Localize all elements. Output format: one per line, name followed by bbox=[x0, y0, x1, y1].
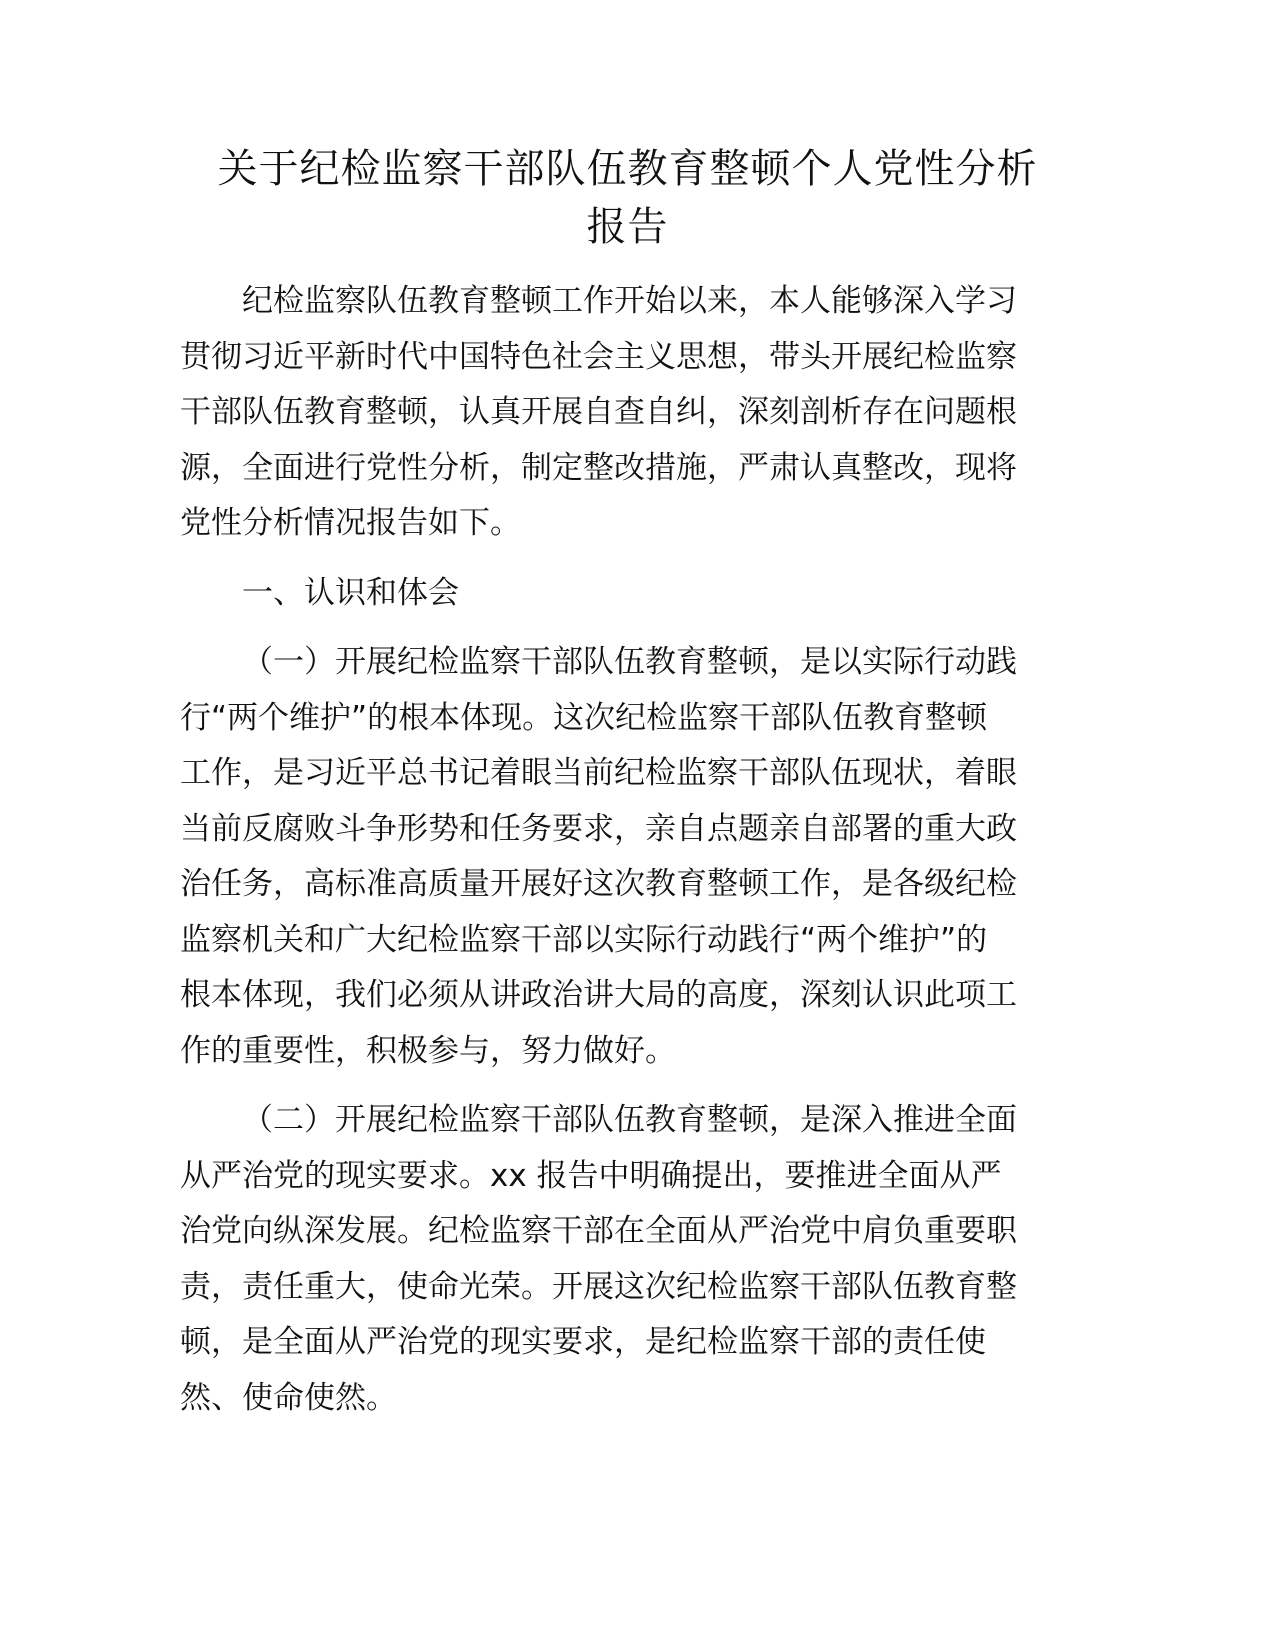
section-heading-text: 一、认识和体会 bbox=[242, 574, 459, 611]
title-line: 关于纪检监察干部队伍教育整顿个人党性分析 bbox=[217, 146, 1038, 192]
paragraph-line: 干部队伍教育整顿，认真开展自查自纠，深刻剖析存在问题根 bbox=[180, 394, 1017, 430]
document-title bbox=[180, 140, 1075, 256]
paragraph-line: 纪检监察队伍教育整顿工作开始以来，本人能够深入学习 bbox=[242, 283, 1017, 319]
paragraph-line: 作的重要性，积极参与，努力做好。 bbox=[180, 1032, 676, 1069]
paragraph-line: 工作，是习近平总书记着眼当前纪检监察干部队伍现状，着眼 bbox=[180, 755, 1017, 791]
paragraph-line: （一）开展纪检监察干部队伍教育整顿，是以实际行动践 bbox=[242, 644, 1017, 680]
paragraph-line: 治党向纵深发展。纪检监察干部在全面从严治党中肩负重要职 bbox=[180, 1213, 1017, 1249]
title-line: 报告 bbox=[586, 204, 669, 250]
paragraph-line: 顿，是全面从严治党的现实要求，是纪检监察干部的责任使 bbox=[180, 1324, 986, 1360]
paragraph-line: 治任务，高标准高质量开展好这次教育整顿工作，是各级纪检 bbox=[180, 866, 1017, 902]
intro-paragraph bbox=[180, 274, 1060, 552]
paragraph-line: 贯彻习近平新时代中国特色社会主义思想，带头开展纪检监察 bbox=[180, 338, 1017, 375]
subsection-1-paragraph bbox=[180, 635, 1060, 1079]
paragraph-line: 责，责任重大，使命光荣。开展这次纪检监察干部队伍教育整 bbox=[180, 1268, 1017, 1305]
paragraph-line: 当前反腐败斗争形势和任务要求，亲自点题亲自部署的重大政 bbox=[180, 810, 1017, 847]
paragraph-line: 行“两个维护”的根本体现。这次纪检监察干部队伍教育整顿 bbox=[180, 699, 988, 736]
document-body bbox=[180, 274, 1060, 1426]
paragraph-line: 党性分析情况报告如下。 bbox=[180, 505, 521, 541]
paragraph-line: 从严治党的现实要求。xx 报告中明确提出，要推进全面从严 bbox=[180, 1157, 1002, 1194]
paragraph-line: （二）开展纪检监察干部队伍教育整顿，是深入推进全面 bbox=[242, 1102, 1017, 1138]
paragraph-line: 然、使命使然。 bbox=[180, 1379, 397, 1416]
paragraph-line: 源，全面进行党性分析，制定整改措施，严肃认真整改，现将 bbox=[180, 449, 1017, 486]
paragraph-line: 监察机关和广大纪检监察干部以实际行动践行“两个维护”的 bbox=[180, 921, 988, 958]
section-heading bbox=[180, 566, 1060, 622]
paragraph-line: 根本体现，我们必须从讲政治讲大局的高度，深刻认识此项工 bbox=[180, 977, 1017, 1013]
subsection-2-paragraph bbox=[180, 1093, 1060, 1426]
